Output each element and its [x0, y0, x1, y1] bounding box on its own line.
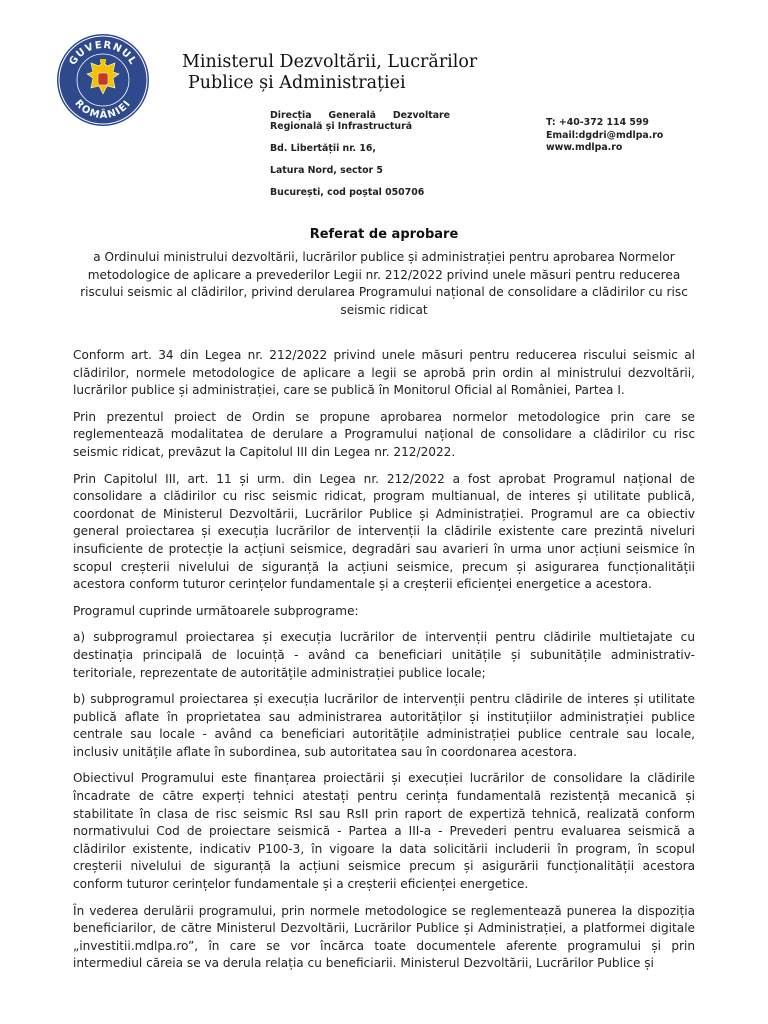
seal-text-bottom: ROMÂNIEI	[72, 97, 134, 122]
seal-text-top: GUVERNUL	[67, 39, 139, 68]
document-body	[73, 347, 695, 982]
paragraph: Prin Capitolul III, art. 11 și urm. din Legea nr. 212/2022 a fost aprobat Programul național de consolidare a clădirilor cu risc seismic ridicat, program multianual, de interes și utilitate publică, coordonat de Ministerul Dezvoltării, Lucrărilor Publice și Administrației. Programul are ca obiectiv general proiectarea și execuția lucrărilor de intervenții la clădirile existente care prezintă niveluri insuficiente de protecție la acțiuni seismice, degradări sau avarieri în urma unor acțiuni seismice în scopul creșterii nivelului de siguranță la acțiuni seismice, precum și asigurarea funcționalității acestora conform tuturor cerințelor fundamentale și a creșterii eficienței energetice a acestora.	[73, 471, 695, 592]
paragraph: Prin prezentul proiect de Ordin se propune aprobarea normelor metodologice prin care se reglementează modalitatea de derulare a Programului național de consolidare a clădirilor cu risc seismic ridicat, prevăzut la Capitolul III din Legea nr. 212/2022.	[73, 409, 695, 459]
paragraph: Programul cuprinde următoarele subprograme:	[73, 603, 359, 618]
ministry-name	[182, 52, 477, 94]
paragraph: a) subprogramul proiectarea și execuția lucrărilor de intervenții pentru clădirile multietajate cu destinația principală de locuință - având ca beneficiari unitățile și subunitățile administrativ-teritoriale, reprezentate de autoritățile administrației publice locale;	[73, 630, 695, 680]
paragraph: În vederea derulării programului, prin normele metodologice se reglementează punerea la dispoziția beneficiarilor, de către Ministerul Dezvoltării, Lucrărilor Publice și Administrației, a platformei digitale „investitii.mdlpa.ro”, în care se vor încărca toate documentele aferente programului și prin intermediul căreia se va derula relația cu beneficiarii. Ministerul Dezvoltării, Lucrărilor Publice și	[73, 903, 695, 971]
letterhead	[0, 0, 768, 200]
phone-number: T: +40-372 114 599	[546, 117, 649, 128]
contact-block	[546, 117, 663, 155]
ministry-name-line1: Ministerul Dezvoltării, Lucrărilor	[182, 52, 478, 72]
city-postal-code: București, cod poștal 050706	[270, 187, 425, 198]
paragraph: Conform art. 34 din Legea nr. 212/2022 privind unele măsuri pentru reducerea riscului seismic al clădirilor, normele metodologice de aplicare a legii se aprobă prin ordin al ministrului dezvoltării, lucrărilor publice și administrației, care se publică în Monitorul Oficial al României, Partea I.	[73, 348, 695, 398]
street-address: Bd. Libertății nr. 16,	[270, 143, 376, 154]
paragraph: b) subprogramul proiectarea și execuția lucrărilor de intervenții pentru clădirile de interes și utilitate publică aflate în proprietatea sau administrarea autorităților și instituțiilor administrației publice centrale sau locale - având ca beneficiari autoritățile administrației publice centrale sau locale, inclusiv unitățile aflate în subordinea, sub autoritatea sau în coordonarea acestora.	[73, 692, 695, 759]
address-block	[270, 110, 450, 209]
ministry-name-line2: Publice și Administrației	[188, 73, 406, 93]
direction-line1: Direcția Generală Dezvoltare	[270, 110, 450, 121]
government-seal-icon	[55, 32, 151, 128]
email-address[interactable]: Email:dgdri@mdlpa.ro	[546, 129, 664, 141]
direction-line2: Regională și Infrastructură	[270, 121, 413, 132]
document-title: Referat de aprobare	[309, 227, 459, 242]
building-wing: Latura Nord, sector 5	[270, 165, 383, 176]
paragraph: Obiectivul Programului este finanțarea proiectării și execuției lucrărilor de consolidare la clădirile încadrate de către experți tehnici atestați pentru cerința fundamentală rezistență mecanică și stabilitate în clasa de risc seismic RsI sau RsII prin raport de expertiză tehnică, realizată conform normativului Cod de proiectare seismică - Partea a III-a - Prevederi pentru evaluarea seismică a clădirilor existente, indicativ P100-3, în vigoare la data solicitării includerii în program, în scopul creșterii nivelului de siguranță la acțiuni seismice precum și asigurării funcționalității acestora conform tuturor cerințelor fundamentale și a creșterii eficienței energetice.	[73, 771, 695, 892]
document-subtitle: a Ordinului ministrului dezvoltării, lucrărilor publice și administrației pentru aprobarea Normelor metodologice de aplicare a prevederilor Legii nr. 212/2022 privind unele măsuri pentru reducerea riscului seismic al clădirilor, privind derularea Programului național de consolidare a clădirilor cu risc seismic ridicat	[80, 250, 688, 317]
website-url[interactable]: www.mdlpa.ro	[546, 142, 623, 154]
